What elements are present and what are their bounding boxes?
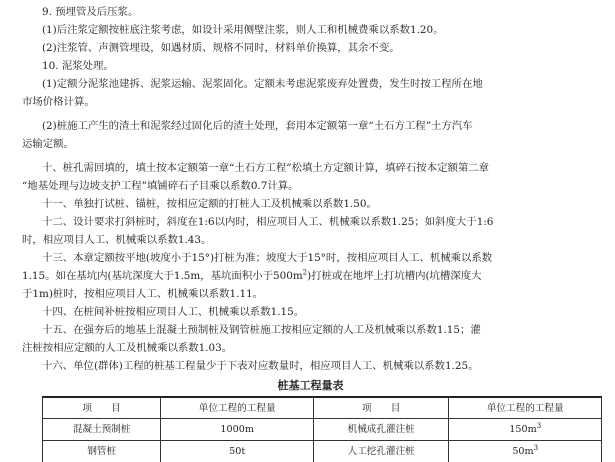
table-title: 桩基工程量表	[22, 379, 599, 393]
table-cell: 混凝土预制桩	[43, 419, 161, 441]
paragraph-continuation: 市场价格计算。	[22, 93, 599, 111]
superscript: 2	[303, 269, 307, 277]
clause-16: 十六、单位(群体)工程的桩基工程量少于下表对应数量时，相应项目人工、机械乘以系数1.25。	[22, 357, 599, 375]
section-heading-10: 10. 泥浆处理。	[22, 57, 599, 75]
paragraph: (1)定额分泥浆池建拆、泥浆运输、泥浆固化。定额未考虑泥浆废弃处置费，发生时按工程所在地	[22, 75, 599, 93]
paragraph-continuation: 时，相应项目人工、机械乘以系数1.43。	[22, 231, 599, 249]
text-run: )打桩或在地坪上打坑槽内(坑槽深度大	[307, 270, 481, 282]
clause-13: 十三、本章定额按平地(坡度小于15°)打桩为准；坡度大于15°时，按相应项目人工、机械乘以系数	[22, 249, 599, 267]
table-row	[43, 441, 602, 462]
cell-value: 150m	[509, 424, 536, 435]
pile-quantity-table	[42, 396, 602, 462]
table-cell	[449, 419, 602, 441]
clause-11: 十一、单独打试桩、锚桩，按相应定额的打桩人工及机械乘以系数1.50。	[22, 195, 599, 213]
paragraph-continuation: 于1m)桩时，按相应项目人工、机械乘以系数1.11。	[22, 285, 599, 303]
paragraph-continuation: 运输定额。	[22, 135, 599, 153]
cell-value: 50m	[512, 446, 533, 457]
paragraph: (2)注浆管、声测管埋设，如遇材质、规格不同时，材料单价换算，其余不变。	[22, 39, 599, 57]
paragraph-continuation: 注桩按相应定额的人工及机械乘以系数1.03。	[22, 339, 599, 357]
table-cell	[449, 441, 602, 462]
table-cell: 人工挖孔灌注桩	[313, 441, 448, 462]
table-cell: 机械成孔灌注桩	[313, 419, 448, 441]
column-header: 单位工程的工程量	[449, 397, 602, 419]
column-header: 单位工程的工程量	[161, 397, 314, 419]
table-cell: 1000m	[161, 419, 314, 441]
table-cell: 50t	[161, 441, 314, 462]
clause-12: 十二、设计要求打斜桩时，斜度在1:6以内时，相应项目人工、机械乘以系数1.25；如斜度大于1:6	[22, 213, 599, 231]
text-run: 1.15。如在基坑内(基坑深度大于1.5m，基坑面积小于500m	[22, 270, 303, 282]
table-cell: 钢管桩	[43, 441, 161, 462]
column-header: 项 目	[43, 397, 161, 419]
paragraph-continuation	[22, 267, 599, 285]
clause-10: 十、桩孔需回填的，填土按本定额第一章“土石方工程”松填土方定额计算，填碎石按本定额第二章	[22, 159, 599, 177]
paragraph: (2)桩施工产生的渣土和泥浆经过固化后的渣土处理，套用本定额第一章“土石方工程”土方汽车	[22, 117, 599, 135]
table-row	[43, 419, 602, 441]
clause-15: 十五、在强夯后的地基上混凝土预制桩及钢管桩施工按相应定额的人工及机械乘以系数1.15；灌	[22, 321, 599, 339]
paragraph: (1)后注浆定额按桩底注浆考虑，如设计采用侧壁注浆，则人工和机械费乘以系数1.20。	[22, 21, 599, 39]
paragraph-continuation: “地基处理与边坡支护工程”填铺碎石子目乘以系数0.7计算。	[22, 177, 599, 195]
table-header-row	[43, 397, 602, 419]
clause-14: 十四、在桩间补桩按相应项目人工、机械乘以系数1.15。	[22, 303, 599, 321]
column-header: 项 目	[313, 397, 448, 419]
section-heading-9: 9. 预埋管及后压浆。	[22, 3, 599, 21]
superscript: 3	[537, 422, 541, 430]
superscript: 3	[534, 444, 538, 452]
